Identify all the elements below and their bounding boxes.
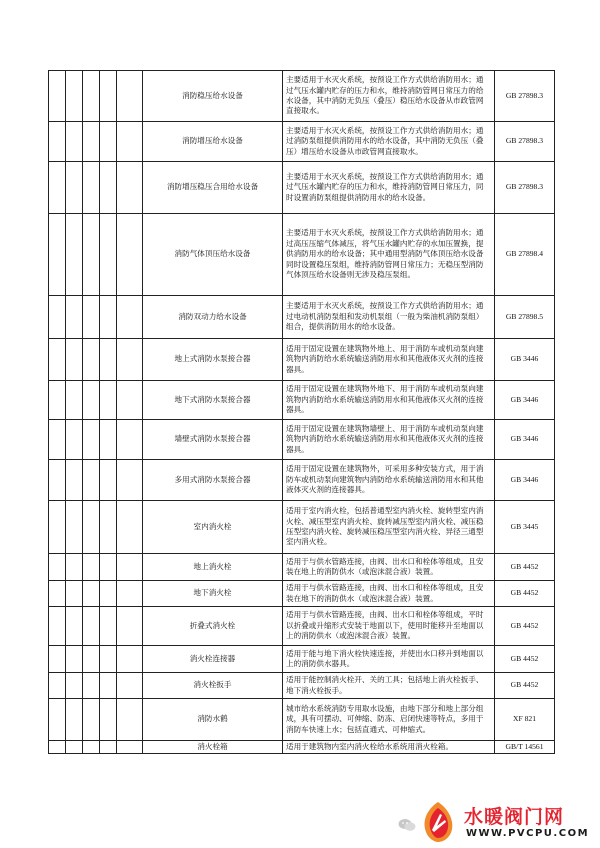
table-row [49, 420, 555, 460]
blank-cell [83, 699, 100, 741]
blank-cell [100, 296, 117, 339]
description-cell: 适用于能与地下消火栓快速连接，并使出水口移升到地面以上的消防供水器具。 [283, 646, 495, 673]
description-cell: 适用于固定设置在建筑物外，可采用多种安装方式，用于消防车或机动泵向建筑物内消防给水系统输送消防用水和其他液体灭火剂的连接器具。 [283, 460, 495, 501]
standard-cell: GB 27898.4 [495, 214, 555, 296]
blank-cell [100, 162, 117, 214]
blank-cell [83, 296, 100, 339]
standard-cell: GB/T 14561 [495, 741, 555, 754]
equipment-name-cell: 地上消火栓 [143, 554, 283, 581]
table-row [49, 673, 555, 699]
blank-cell [83, 214, 100, 296]
table-row [49, 381, 555, 420]
blank-cell [83, 162, 100, 214]
equipment-name-cell: 消火栓箱 [143, 741, 283, 754]
description-cell: 城市给水系统消防专用取水设施，由地下部分和地上部分组成，具有可摆动、可伸缩、防冻、启闭快速等特点，多用于消防车快速上水；包括直通式、可伸缩式。 [283, 699, 495, 741]
description-cell: 适用于能控制消火栓开、关的工具；包括地上消火栓扳手、地下消火栓扳手。 [283, 673, 495, 699]
blank-cell [100, 699, 117, 741]
blank-cell [49, 554, 66, 581]
blank-cell [117, 339, 143, 381]
blank-cell [66, 71, 83, 122]
standard-cell: GB 3445 [495, 501, 555, 554]
blank-cell [83, 339, 100, 381]
blank-cell [83, 646, 100, 673]
blank-cell [49, 673, 66, 699]
blank-cell [66, 554, 83, 581]
description-cell: 适用于建筑物内室内消火栓给水系统用消火栓箱。 [283, 741, 495, 754]
blank-cell [117, 607, 143, 646]
blank-cell [100, 214, 117, 296]
blank-cell [66, 381, 83, 420]
blank-cell [117, 122, 143, 162]
description-cell: 适用于与供水管路连接，由阀、出水口和栓体等组成，平时以折叠或升缩形式安装于地面以下，使用时能移升至地面以上的消防供水（或泡沫混合液）装置。 [283, 607, 495, 646]
site-watermark [418, 798, 598, 846]
watermark-url[interactable]: WWW.PVCPU.COM [466, 828, 590, 839]
blank-cell [83, 122, 100, 162]
blank-cell [49, 581, 66, 607]
blank-cell [66, 699, 83, 741]
standard-cell: GB 27898.3 [495, 71, 555, 122]
pv-logo-icon [418, 800, 458, 844]
table-row [49, 699, 555, 741]
blank-cell [49, 501, 66, 554]
table-row [49, 460, 555, 501]
standard-cell: GB 27898.5 [495, 296, 555, 339]
blank-cell [49, 339, 66, 381]
blank-cell [117, 646, 143, 673]
blank-cell [66, 214, 83, 296]
blank-cell [100, 122, 117, 162]
blank-cell [117, 381, 143, 420]
blank-cell [100, 420, 117, 460]
equipment-name-cell: 消防增压给水设备 [143, 122, 283, 162]
blank-cell [49, 420, 66, 460]
blank-cell [117, 162, 143, 214]
equipment-name-cell: 地下式消防水泵接合器 [143, 381, 283, 420]
table-row [49, 71, 555, 122]
blank-cell [117, 673, 143, 699]
blank-cell [117, 420, 143, 460]
blank-cell [83, 741, 100, 754]
equipment-name-cell: 墙壁式消防水泵接合器 [143, 420, 283, 460]
standard-cell: GB 3446 [495, 381, 555, 420]
standard-cell: GB 3446 [495, 420, 555, 460]
table-row [49, 646, 555, 673]
blank-cell [117, 296, 143, 339]
table-row [49, 339, 555, 381]
blank-cell [83, 554, 100, 581]
standard-cell: GB 3446 [495, 460, 555, 501]
blank-cell [66, 741, 83, 754]
description-cell: 适用于与供水管路连接，由阀、出水口和栓体等组成，且安装在地上的消防供水（或泡沫混合液）装置。 [283, 554, 495, 581]
table-row [49, 741, 555, 754]
table-row [49, 296, 555, 339]
equipment-name-cell: 消防水鹤 [143, 699, 283, 741]
description-cell: 适用于固定设置在建筑物外地上、用于消防车或机动泵向建筑物内消防给水系统输送消防用水和其他液体灭火剂的连接器具。 [283, 339, 495, 381]
blank-cell [49, 741, 66, 754]
blank-cell [49, 162, 66, 214]
blank-cell [66, 162, 83, 214]
table-row [49, 607, 555, 646]
blank-cell [83, 420, 100, 460]
equipment-name-cell: 多用式消防水泵接合器 [143, 460, 283, 501]
blank-cell [49, 214, 66, 296]
blank-cell [66, 420, 83, 460]
blank-cell [49, 381, 66, 420]
table-row [49, 122, 555, 162]
blank-cell [83, 381, 100, 420]
blank-cell [49, 296, 66, 339]
description-cell: 主要适用于水灭火系统，按预设工作方式供给消防用水；通过气压水罐内贮存的压力和水，维持消防管网日常压力的给水设备，其中消防无负压（叠压）稳压给水设备从市政管网直接取水。 [283, 71, 495, 122]
blank-cell [83, 501, 100, 554]
fire-equipment-table [48, 70, 555, 754]
blank-cell [66, 122, 83, 162]
blank-cell [49, 646, 66, 673]
standard-cell: GB 3446 [495, 339, 555, 381]
standard-cell: GB 4452 [495, 646, 555, 673]
description-cell: 主要适用于水灭火系统，按预设工作方式供给消防用水；通过气压水罐内贮存的压力和水，维持消防管网日常压力，同时设置消防泵组提供消防用水的给水设备。 [283, 162, 495, 214]
table-row [49, 501, 555, 554]
standard-cell: GB 4452 [495, 607, 555, 646]
description-cell: 适用于固定设置在建筑物墙壁上、用于消防车或机动泵向建筑物内消防给水系统输送消防用水和其他液体灭火剂的连接器具。 [283, 420, 495, 460]
blank-cell [100, 607, 117, 646]
blank-cell [66, 581, 83, 607]
description-cell: 适用于固定设置在建筑物外地下、用于消防车或机动泵向建筑物内消防给水系统输送消防用水和其他液体灭火剂的连接器具。 [283, 381, 495, 420]
blank-cell [83, 71, 100, 122]
equipment-name-cell: 消火栓扳手 [143, 673, 283, 699]
blank-cell [66, 296, 83, 339]
blank-cell [117, 214, 143, 296]
equipment-name-cell: 地下消火栓 [143, 581, 283, 607]
table-row [49, 581, 555, 607]
standard-cell: GB 4452 [495, 673, 555, 699]
standard-cell: GB 4452 [495, 581, 555, 607]
table-row [49, 554, 555, 581]
description-cell: 主要适用于水灭火系统，按预设工作方式供给消防用水；通过消防泵组提供消防用水的给水设备，其中消防无负压（叠压）增压给水设备从市政管网直接取水。 [283, 122, 495, 162]
blank-cell [100, 554, 117, 581]
equipment-name-cell: 室内消火栓 [143, 501, 283, 554]
equipment-name-cell: 消防增压稳压合用给水设备 [143, 162, 283, 214]
blank-cell [49, 122, 66, 162]
blank-cell [66, 501, 83, 554]
blank-cell [100, 741, 117, 754]
blank-cell [117, 699, 143, 741]
blank-cell [66, 607, 83, 646]
blank-cell [100, 646, 117, 673]
description-cell: 主要适用于水灭火系统，按预设工作方式供给消防用水；通过高压压缩气体减压，将气压水罐内贮存的水加压置换，提供消防用水的给水设备；其中通用型消防气体顶压给水设备同时设置稳压泵组，维持消防管网日常压力；无稳压型消防气体顶压给水设备则无涉及稳压泵组。 [283, 214, 495, 296]
wechat-icon [398, 818, 416, 832]
standard-cell: XF 821 [495, 699, 555, 741]
blank-cell [66, 460, 83, 501]
equipment-name-cell: 消防双动力给水设备 [143, 296, 283, 339]
blank-cell [83, 460, 100, 501]
table-row [49, 162, 555, 214]
blank-cell [49, 71, 66, 122]
equipment-name-cell: 地上式消防水泵接合器 [143, 339, 283, 381]
blank-cell [117, 71, 143, 122]
blank-cell [49, 460, 66, 501]
blank-cell [100, 460, 117, 501]
blank-cell [66, 646, 83, 673]
watermark-site-name: 水暖阀门网 [464, 806, 565, 828]
blank-cell [66, 339, 83, 381]
blank-cell [100, 71, 117, 122]
equipment-name-cell: 折叠式消火栓 [143, 607, 283, 646]
standard-cell: GB 27898.3 [495, 122, 555, 162]
description-cell: 主要适用于水灭火系统，按预设工作方式供给消防用水；通过电动机消防泵组和发动机泵组（一般为柴油机消防泵组）组合，提供消防用水的给水设备。 [283, 296, 495, 339]
blank-cell [117, 581, 143, 607]
blank-cell [100, 381, 117, 420]
blank-cell [83, 607, 100, 646]
blank-cell [100, 339, 117, 381]
equipment-name-cell: 消火栓连接器 [143, 646, 283, 673]
description-cell: 适用于与供水管路连接，由阀、出水口和栓体等组成，且安装在地下的消防供水（或泡沫混合液）装置。 [283, 581, 495, 607]
blank-cell [49, 699, 66, 741]
equipment-name-cell: 消防稳压给水设备 [143, 71, 283, 122]
blank-cell [66, 673, 83, 699]
blank-cell [117, 554, 143, 581]
blank-cell [100, 581, 117, 607]
blank-cell [117, 501, 143, 554]
blank-cell [117, 460, 143, 501]
blank-cell [83, 581, 100, 607]
blank-cell [100, 501, 117, 554]
standard-cell: GB 4452 [495, 554, 555, 581]
blank-cell [83, 673, 100, 699]
blank-cell [100, 673, 117, 699]
standard-cell: GB 27898.3 [495, 162, 555, 214]
blank-cell [117, 741, 143, 754]
equipment-name-cell: 消防气体顶压给水设备 [143, 214, 283, 296]
blank-cell [49, 607, 66, 646]
description-cell: 适用于室内消火栓，包括普通型室内消火栓、旋转型室内消火栓、减压型室内消火栓、旋转减压型室内消火栓、减压稳压型室内消火栓、旋转减压稳压型室内消火栓、异径三通型室内消火栓。 [283, 501, 495, 554]
table-row [49, 214, 555, 296]
